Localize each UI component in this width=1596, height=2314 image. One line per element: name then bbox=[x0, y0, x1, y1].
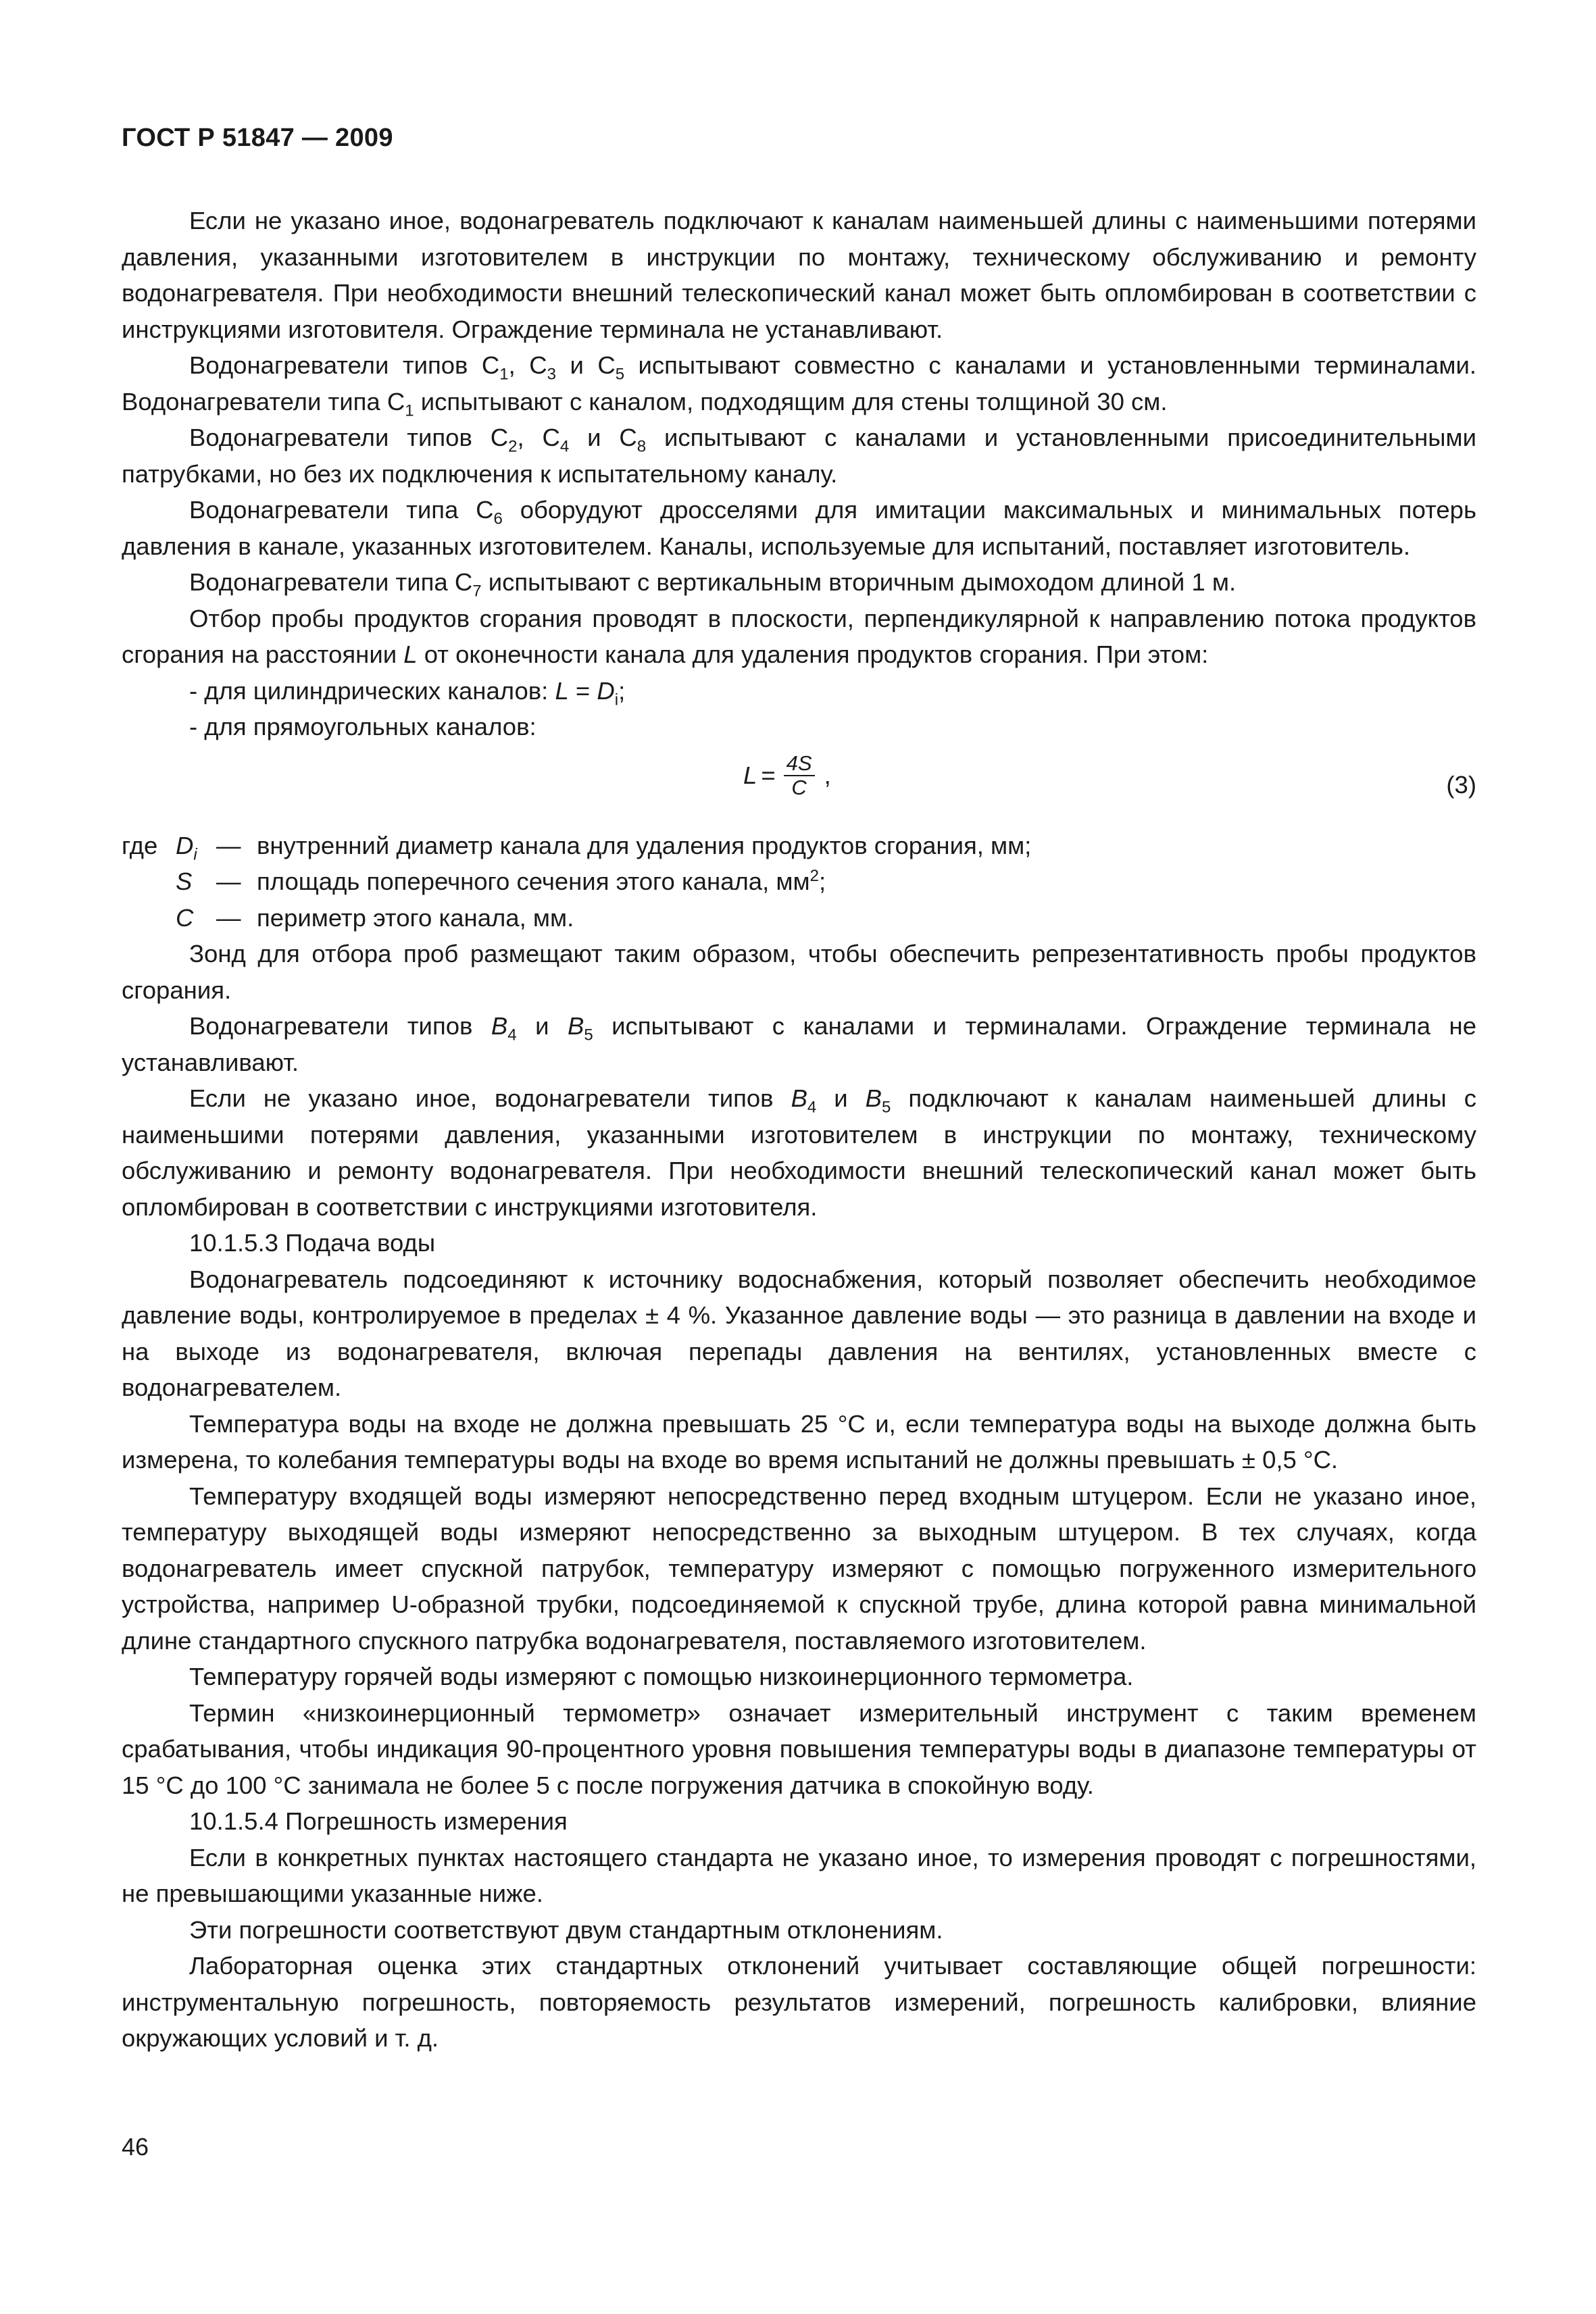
where-dash: — bbox=[216, 867, 241, 895]
paragraph: Отбор пробы продуктов сгорания проводят в плоскости, перпендикулярной к направлению потока продуктов сгорания на расстоянии L от оконечности канала для удаления продуктов сгорания. При этом: bbox=[122, 604, 1476, 668]
where-block bbox=[122, 828, 1476, 936]
where-row bbox=[122, 863, 1476, 900]
formula-block bbox=[122, 745, 1476, 828]
formula-fraction bbox=[784, 752, 815, 799]
section-heading: 10.1.5.3 Подача воды bbox=[189, 1229, 436, 1257]
section-heading: 10.1.5.4 Погрешность измерения bbox=[189, 1807, 568, 1835]
paragraph: Если в конкретных пунктах настоящего стандарта не указано иное, то измерения проводят с погрешностями, не превышающими указанные ниже. bbox=[122, 1843, 1476, 1907]
paragraph: Если не указано иное, водонагреватель подключают к каналам наименьшей длины с наименьшими потерями давления, указанными изготовителем в инструкции по монтажу, техническому обслуживанию и ремонту водонагревателя. При необходимости внешний телескопический канал может быть опломбирован в соответствии с инструкциями изготовителя. Ограждение терминала не устанавливают. bbox=[122, 207, 1476, 343]
paragraph: Если не указано иное, водонагреватели типов $B_4$ и $B_5$ подключают к каналам наименьшей длины с наименьшими потерями давления, указанными изготовителем в инструкции по монтажу, техническому обслуживанию и ремонту водонагревателя. При необходимости внешний телескопический канал может быть опломбирован в соответствии с инструкциями изготовителя. bbox=[122, 1084, 1476, 1221]
formula-numerator: 4S bbox=[784, 752, 815, 776]
paragraph: Зонд для отбора проб размещают таким образом, чтобы обеспечить репрезентативность пробы продуктов сгорания. bbox=[122, 940, 1476, 1004]
formula-lhs: L bbox=[743, 761, 757, 789]
document-header: ГОСТ Р 51847 — 2009 bbox=[122, 124, 393, 152]
paragraph: Температуру входящей воды измеряют непосредственно перед входным штуцером. Если не указано иное, температуру выходящей воды измеряют непосредственно за выходным штуцером. В тех случаях, когда водонагреватель имеет спускной патрубок, температуру измеряют с помощью погруженного измерительного устройства, например U-образной трубки, подсоединяемой к спускной трубе, длина которой равна минимальной длине стандартного спускного патрубка водонагревателя, поставляемого изготовителем. bbox=[122, 1482, 1476, 1655]
where-symbol: C bbox=[176, 903, 194, 932]
paragraph: Термин «низкоинерционный термометр» означает измерительный инструмент с таким временем срабатывания, чтобы индикация 90-процентного уровня повышения температуры воды в диапазоне температуры от 15 °С до 100 °С занимала не более 5 с после погружения датчика в спокойную воду. bbox=[122, 1699, 1476, 1799]
formula-denominator: C bbox=[791, 775, 807, 799]
page-number: 46 bbox=[122, 2133, 149, 2161]
paragraph: Водонагреватели типа $С_6$ оборудуют дросселями для имитации максимальных и минимальных потерь давления в канале, указанных изготовителем. Каналы, используемые для испытаний, поставляет изготовитель. bbox=[122, 496, 1476, 560]
paragraph: Лабораторная оценка этих стандартных отклонений учитывает составляющие общей погрешности: инструментальную погрешность, повторяемость результатов измерений, погрешность калибровки, влияние окружающих условий и т. д. bbox=[122, 1952, 1476, 2052]
where-label: где bbox=[122, 831, 158, 859]
where-row bbox=[122, 900, 1476, 936]
paragraph: Водонагреватели типов $С_2$, $С_4$ и $С_8$ испытывают с каналами и установленными присоединительными патрубками, но без их подключения к испытательному каналу. bbox=[122, 424, 1476, 488]
where-text: площадь поперечного сечения этого канала, $мм^2$; bbox=[257, 866, 826, 895]
formula bbox=[743, 752, 831, 799]
document-body bbox=[122, 203, 1476, 2057]
formula-equals: = bbox=[761, 761, 776, 789]
paragraph: Температуру горячей воды измеряют с помощью низкоинерционного термометра. bbox=[189, 1663, 1134, 1690]
where-symbol: $D_i$ bbox=[176, 831, 197, 863]
paragraph: Эти погрешности соответствуют двум стандартным отклонениям. bbox=[189, 1915, 943, 1944]
where-dash: — bbox=[216, 831, 241, 859]
paragraph: Водонагреватели типов $С_1$, $С_3$ и $С_5$ испытывают совместно с каналами и установленными терминалами. Водонагреватели типа $С_1$ испытывают с каналом, подходящим для стены толщиной 30 см. bbox=[122, 351, 1476, 420]
formula-comma: , bbox=[824, 761, 831, 789]
where-dash: — bbox=[216, 903, 241, 932]
equation-number: (3) bbox=[1446, 770, 1476, 799]
where-symbol: S bbox=[176, 867, 193, 895]
where-row bbox=[122, 828, 1476, 864]
paragraph: Температура воды на входе не должна превышать 25 °С и, если температура воды на выходе должна быть измерена, то колебания температуры воды на входе во время испытаний не должны превышать ± 0,5 °С. bbox=[122, 1409, 1476, 1474]
paragraph: Водонагреватели типов $B_4$ и $B_5$ испытывают с каналами и терминалами. Ограждение терминала не устанавливают. bbox=[122, 1012, 1476, 1076]
paragraph: Водонагреватель подсоединяют к источнику водоснабжения, который позволяет обеспечить необходимое давление воды, контролируемое в пределах ± 4 %. Указанное давление воды — это разница в давлении на входе и на выходе из водонагревателя, включая перепады давления на вентилях, установленных вместе с водонагревателем. bbox=[122, 1265, 1476, 1401]
paragraph: Водонагреватели типа $С_7$ испытывают с вертикальным вторичным дымоходом длиной 1 м. bbox=[189, 568, 1237, 601]
list-item: - для цилиндрических каналов: $L = D_i$; bbox=[189, 676, 626, 709]
list-item: - для прямоугольных каналов: bbox=[189, 713, 537, 740]
where-text: внутренний диаметр канала для удаления продуктов сгорания, мм; bbox=[257, 831, 1032, 859]
where-text: периметр этого канала, мм. bbox=[257, 903, 574, 932]
